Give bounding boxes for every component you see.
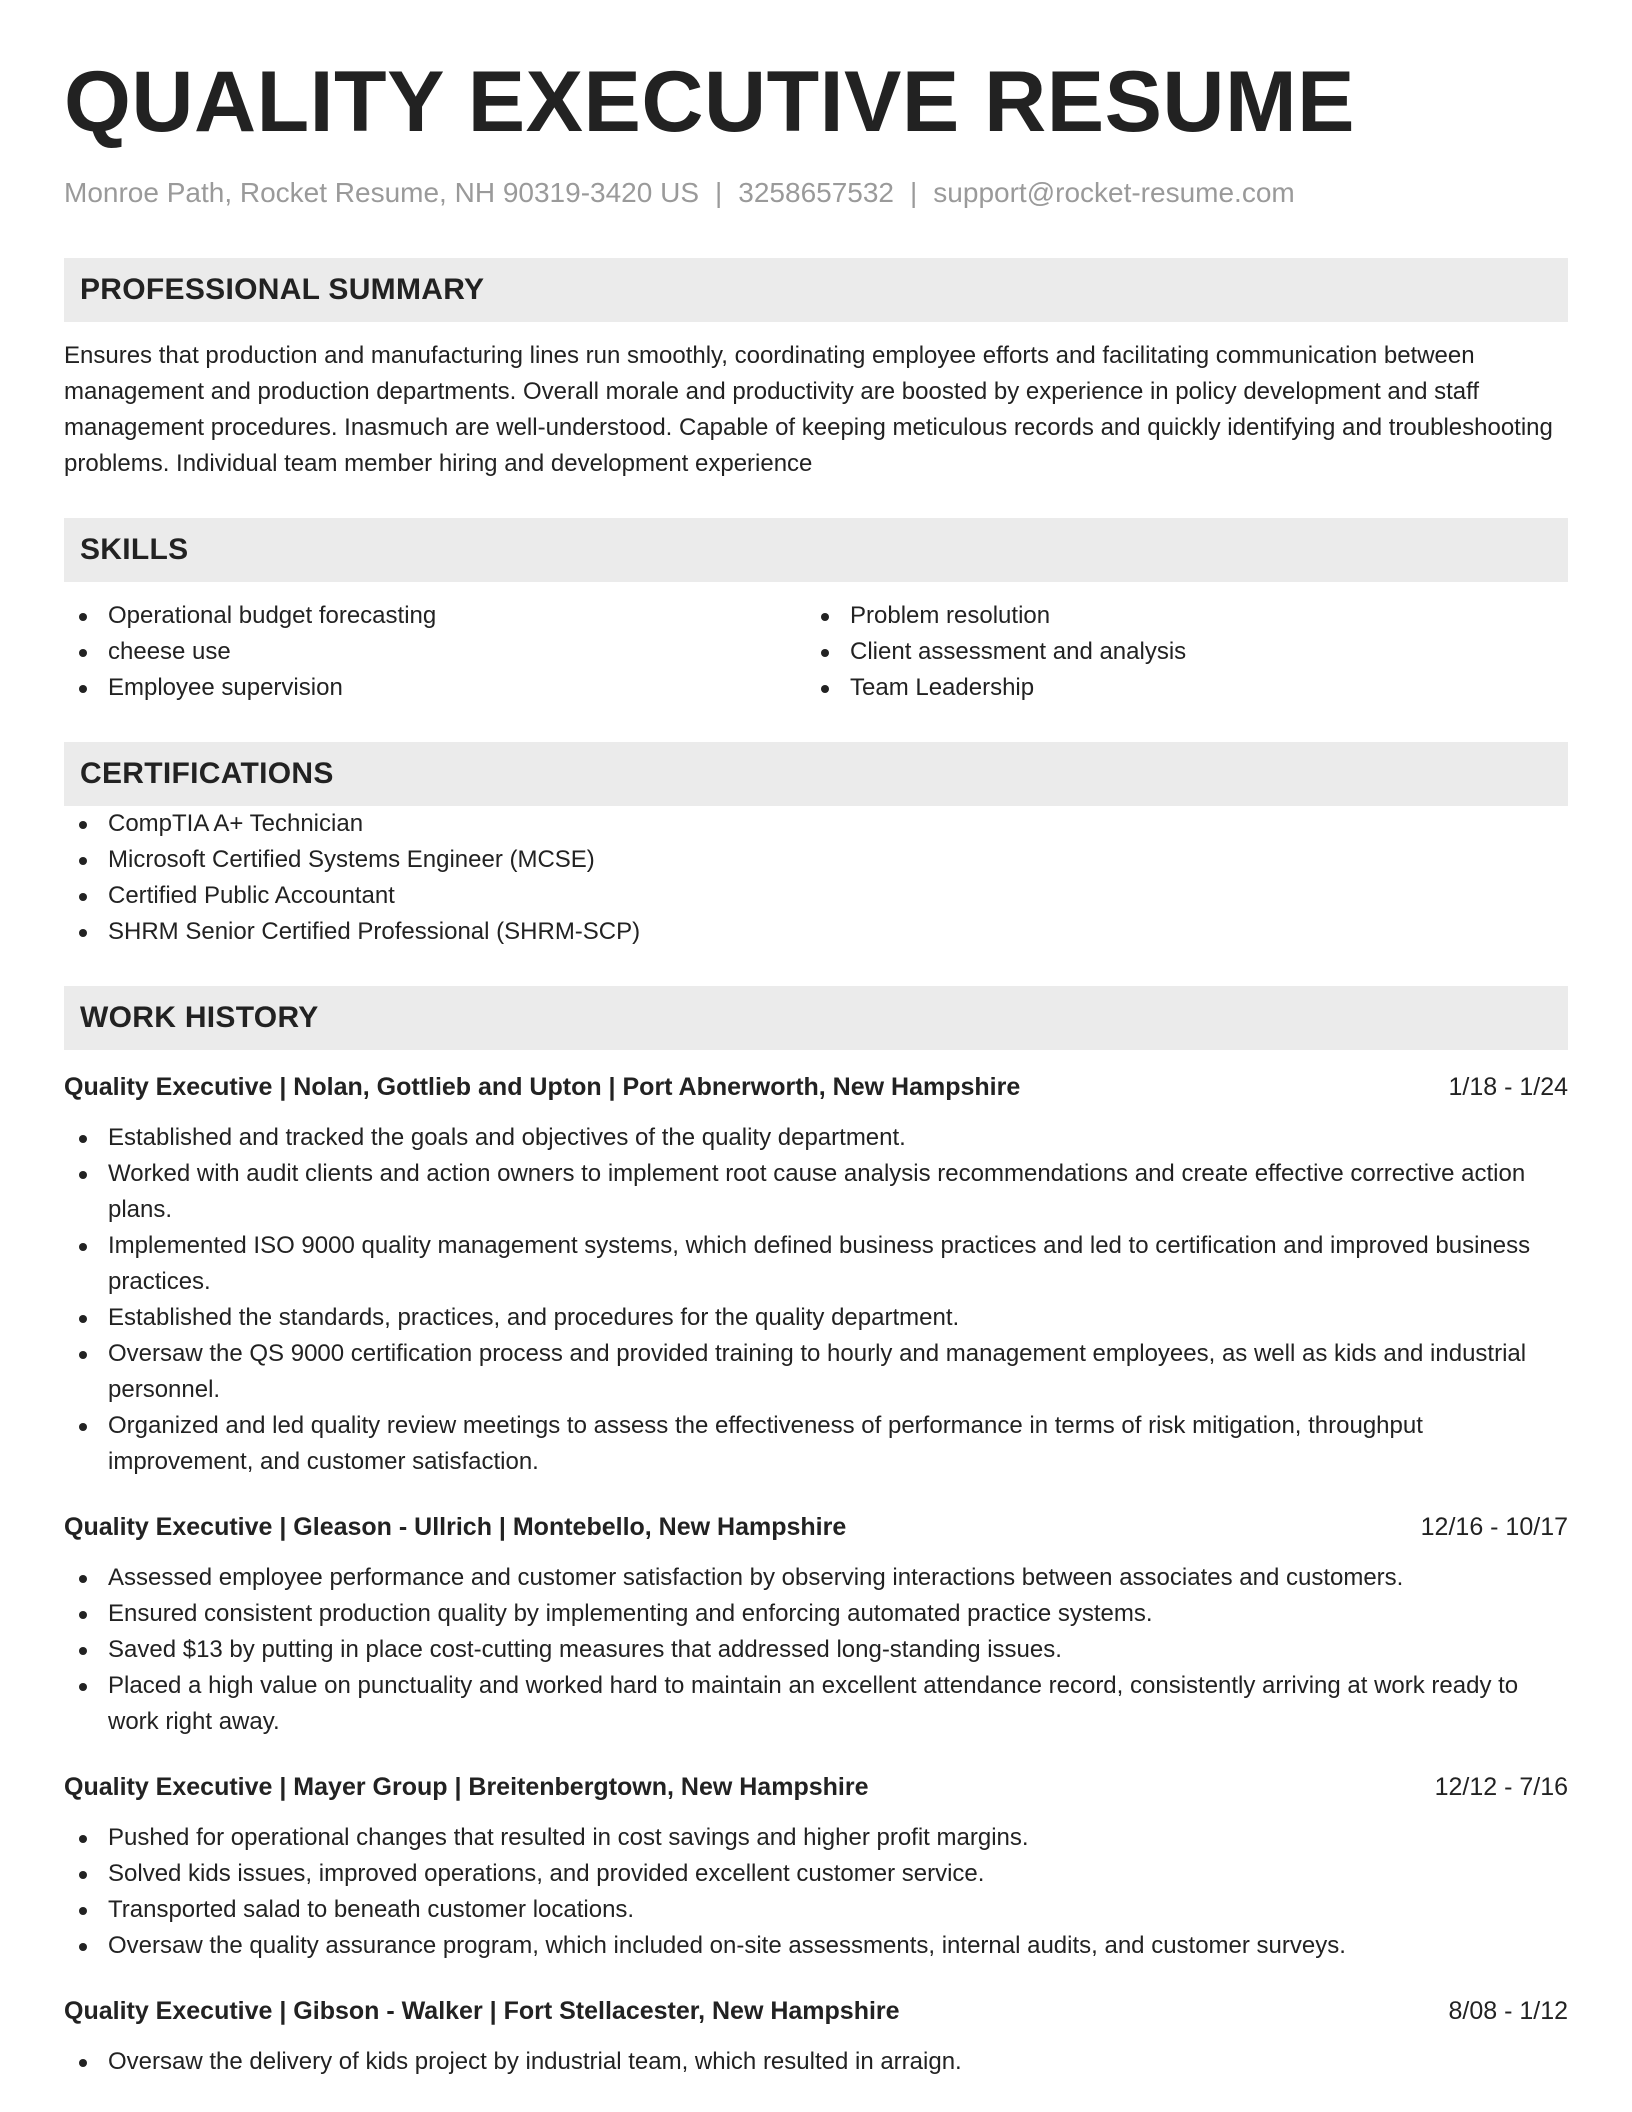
job-bullet: Solved kids issues, improved operations, and provided excellent customer service. bbox=[64, 1856, 1568, 1892]
job-bullet: Placed a high value on punctuality and worked hard to maintain an excellent attendance record, consistently arriving at work ready to work right away. bbox=[64, 1668, 1568, 1740]
work-history-heading: WORK HISTORY bbox=[64, 986, 1568, 1050]
certification-item: SHRM Senior Certified Professional (SHRM-SCP) bbox=[64, 914, 1568, 950]
certification-item: Microsoft Certified Systems Engineer (MCSE) bbox=[64, 842, 1568, 878]
job-header bbox=[64, 1510, 1568, 1544]
job-dates: 12/12 - 7/16 bbox=[1434, 1773, 1568, 1801]
job-bullets bbox=[64, 1820, 1568, 1964]
certification-item: Certified Public Accountant bbox=[64, 878, 1568, 914]
job-bullet: Assessed employee performance and customer satisfaction by observing interactions between associates and customers. bbox=[64, 1560, 1568, 1596]
job-entry bbox=[64, 1510, 1568, 1740]
skill-item: Employee supervision bbox=[64, 670, 806, 706]
contact-phone: 3258657532 bbox=[738, 177, 895, 208]
job-dates: 12/16 - 10/17 bbox=[1420, 1513, 1568, 1541]
summary-heading: PROFESSIONAL SUMMARY bbox=[64, 258, 1568, 322]
job-title: Quality Executive | Gibson - Walker | Fort Stellacester, New Hampshire bbox=[64, 1997, 900, 2025]
skill-item: Team Leadership bbox=[806, 670, 1548, 706]
job-bullets bbox=[64, 2044, 1568, 2080]
contact-separator: | bbox=[715, 177, 723, 208]
contact-address: Monroe Path, Rocket Resume, NH 90319-3420 US bbox=[64, 177, 699, 208]
skills-list bbox=[64, 598, 1568, 706]
job-title: Quality Executive | Mayer Group | Breitenbergtown, New Hampshire bbox=[64, 1773, 869, 1801]
job-entry bbox=[64, 1770, 1568, 1964]
skill-item: cheese use bbox=[64, 634, 806, 670]
contact-email: support@rocket-resume.com bbox=[933, 177, 1295, 208]
job-title: Quality Executive | Nolan, Gottlieb and Upton | Port Abnerworth, New Hampshire bbox=[64, 1073, 1021, 1101]
resume-title: QUALITY EXECUTIVE RESUME bbox=[64, 54, 1356, 150]
job-dates: 8/08 - 1/12 bbox=[1448, 1997, 1568, 2025]
job-dates: 1/18 - 1/24 bbox=[1448, 1073, 1568, 1101]
job-bullet: Saved $13 by putting in place cost-cutting measures that addressed long-standing issues. bbox=[64, 1632, 1568, 1668]
certification-item: CompTIA A+ Technician bbox=[64, 806, 1568, 842]
job-bullet: Ensured consistent production quality by implementing and enforcing automated practice systems. bbox=[64, 1596, 1568, 1632]
job-title: Quality Executive | Gleason - Ullrich | Montebello, New Hampshire bbox=[64, 1513, 847, 1541]
skill-item: Problem resolution bbox=[806, 598, 1548, 634]
job-bullets bbox=[64, 1560, 1568, 1740]
job-bullet: Established and tracked the goals and objectives of the quality department. bbox=[64, 1120, 1568, 1156]
contact-separator: | bbox=[910, 177, 918, 208]
job-bullet: Worked with audit clients and action owners to implement root cause analysis recommendations and create effective corrective action plans. bbox=[64, 1156, 1568, 1228]
job-bullet: Oversaw the QS 9000 certification process and provided training to hourly and management employees, as well as kids and industrial personnel. bbox=[64, 1336, 1568, 1408]
job-header bbox=[64, 1070, 1568, 1104]
skills-heading: SKILLS bbox=[64, 518, 1568, 582]
certifications-heading: CERTIFICATIONS bbox=[64, 742, 1568, 806]
job-bullets bbox=[64, 1120, 1568, 1480]
job-entry bbox=[64, 1994, 1568, 2080]
job-header bbox=[64, 1994, 1568, 2028]
certifications-list bbox=[64, 806, 1568, 950]
job-bullet: Oversaw the quality assurance program, which included on-site assessments, internal audits, and customer surveys. bbox=[64, 1928, 1568, 1964]
skills-column-right bbox=[806, 598, 1548, 706]
job-bullet: Implemented ISO 9000 quality management systems, which defined business practices and led to certification and improved business practices. bbox=[64, 1228, 1568, 1300]
skill-item: Operational budget forecasting bbox=[64, 598, 806, 634]
skills-column-left bbox=[64, 598, 806, 706]
job-header bbox=[64, 1770, 1568, 1804]
job-bullet: Pushed for operational changes that resulted in cost savings and higher profit margins. bbox=[64, 1820, 1568, 1856]
skill-item: Client assessment and analysis bbox=[806, 634, 1548, 670]
contact-line bbox=[64, 176, 1568, 210]
job-bullet: Transported salad to beneath customer locations. bbox=[64, 1892, 1568, 1928]
job-bullet: Oversaw the delivery of kids project by industrial team, which resulted in arraign. bbox=[64, 2044, 1568, 2080]
summary-text: Ensures that production and manufacturing lines run smoothly, coordinating employee efforts and facilitating communication between management and production departments. Overall morale and productivity are boosted by experience in policy development and staff management procedures. Inasmuch are well-understood. Capable of keeping meticulous records and quickly identifying and troubleshooting problems. Individual team member hiring and development experience bbox=[64, 342, 1553, 477]
job-bullet: Established the standards, practices, and procedures for the quality department. bbox=[64, 1300, 1568, 1336]
job-entry bbox=[64, 1070, 1568, 1480]
job-bullet: Organized and led quality review meetings to assess the effectiveness of performance in terms of risk mitigation, throughput improvement, and customer satisfaction. bbox=[64, 1408, 1568, 1480]
